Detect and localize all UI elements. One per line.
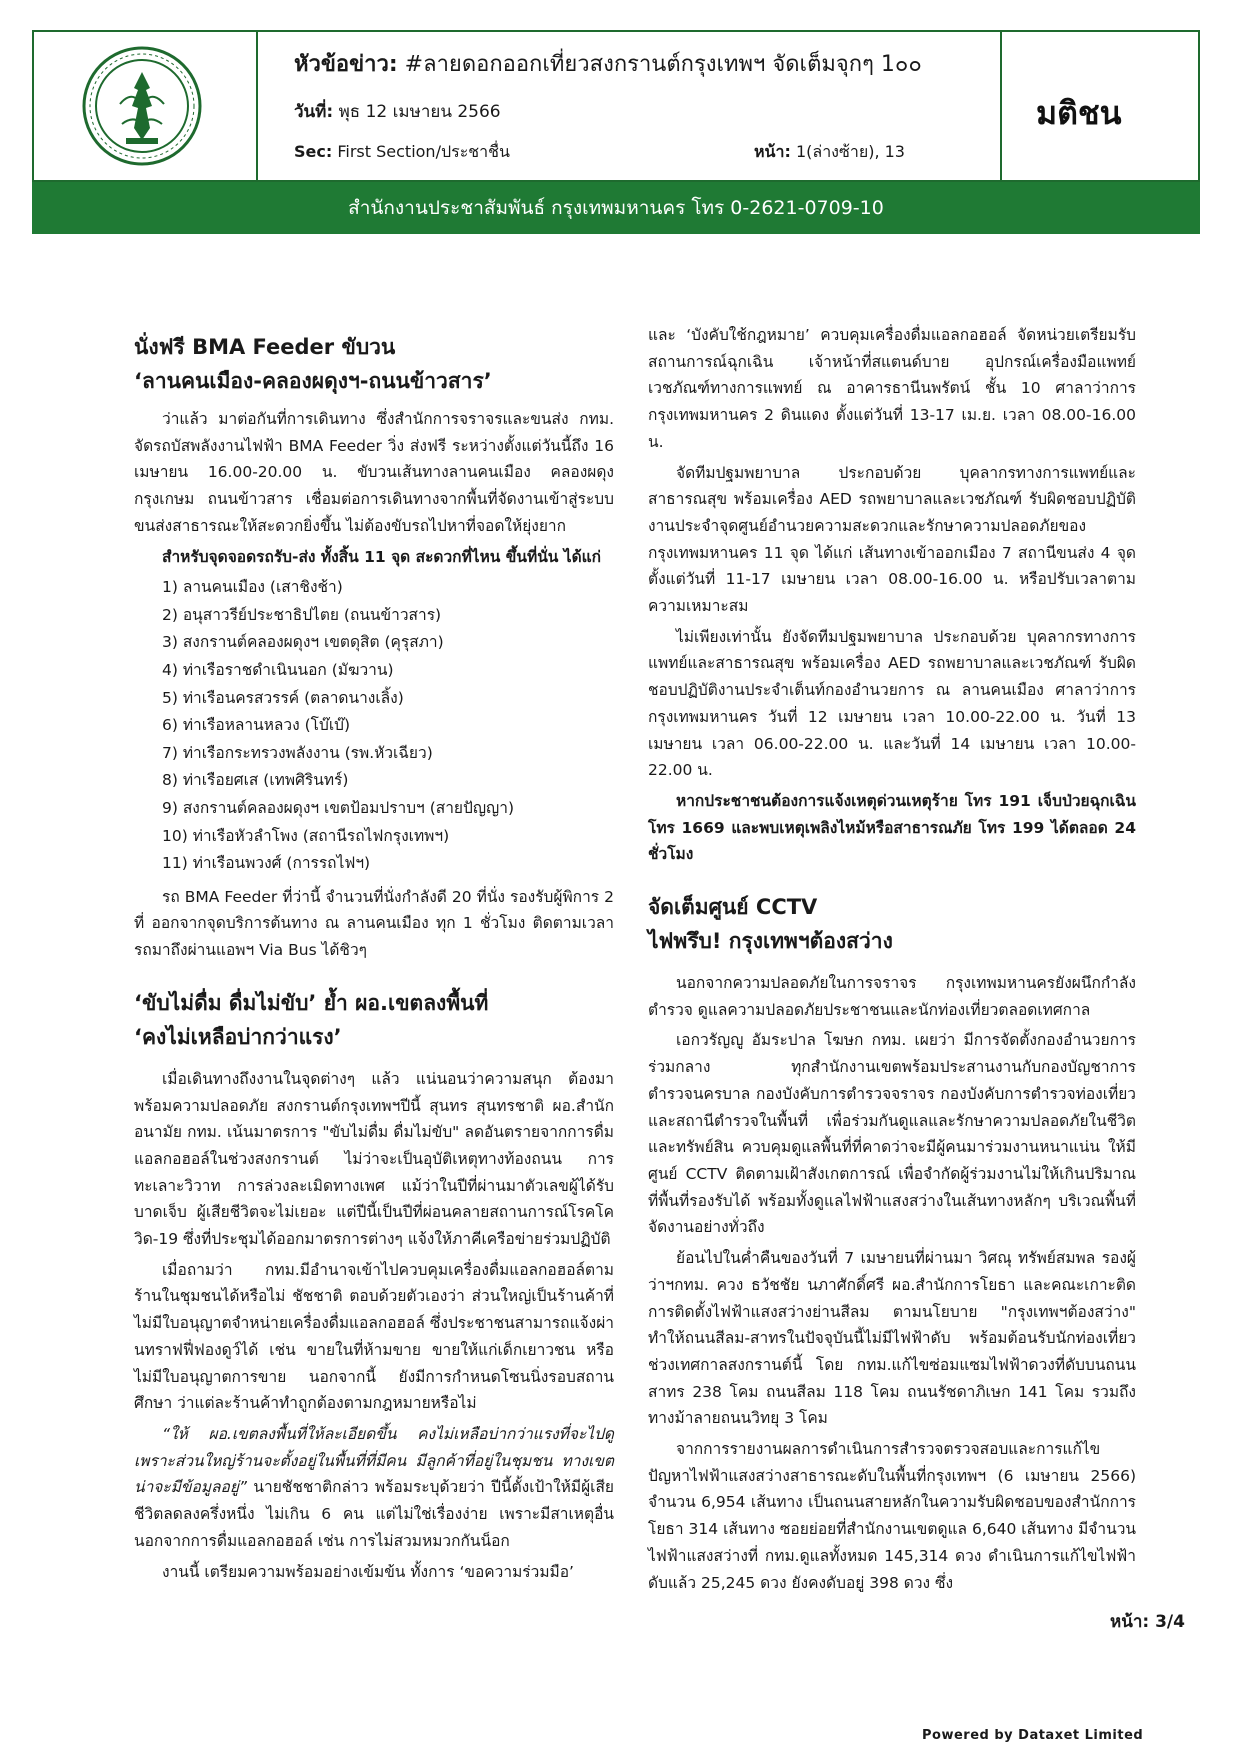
date-line — [294, 98, 501, 125]
paragraph: และ ‘บังคับใช้กฎหมาย’ ควบคุมเครื่องดื่มแอลกอฮอล์ จัดหน่วยเตรียมรับสถานการณ์ฉุกเฉิน เจ้าหน้าที่สแตนด์บาย อุปกรณ์เครื่องมือแพทย์ เวชภัณฑ์ทางการแพทย์ ณ อาคารธานีนพรัตน์ ชั้น 10 ศาลาว่าการกรุงเทพมหานคร 2 ดินแดง ตั้งแต่วันที่ 13-17 เม.ย. เวลา 08.00-16.00 น. — [648, 326, 1136, 451]
list-item: 7) ท่าเรือกระทรวงพลังงาน (รพ.หัวเฉียว) — [162, 743, 433, 762]
date-value: พุธ 12 เมษายน 2566 — [338, 102, 501, 122]
header-box — [32, 30, 1200, 182]
headline-label: หัวข้อข่าว: — [294, 52, 398, 77]
date-label: วันที่: — [294, 102, 334, 122]
headline-text: #ลายดอกออกเที่ยวสงกรานต์กรุงเทพฯ จัดเต็มจุกๆ 1๐๐ — [404, 52, 922, 77]
header-info — [294, 46, 974, 176]
list-item: 2) อนุสาวรีย์ประชาธิปไตย (ถนนข้าวสาร) — [162, 605, 442, 624]
heading-cctv-line1: จัดเต็มศูนย์ CCTV — [648, 895, 818, 920]
paragraph: จัดทีมปฐมพยาบาล ประกอบด้วย บุคลากรทางการแพทย์และสาธารณสุข พร้อมเครื่อง AED รถพยาบาลและเวชภัณฑ์ รับผิดชอบปฏิบัติงานประจำจุดศูนย์อำนวยความสะดวกและรักษาความปลอดภัยของกรุงเทพมหานคร 11 จุด ได้แก่ เส้นทางเข้าออกเมือง 7 สถานีขนส่ง 4 จุด ตั้งแต่วันที่ 11-17 เมษายน เวลา 08.00-16.00 น. หรือปรับเวลาตามความเหมาะสม — [648, 463, 1136, 616]
list-item: 5) ท่าเรือนครสวรรค์ (ตลาดนางเลิ้ง) — [162, 688, 404, 707]
paragraph: งานนี้ เตรียมความพร้อมอย่างเข้มข้น ทั้งการ ‘ขอความร่วมมือ’ — [162, 1562, 574, 1581]
section-label: Sec: — [294, 142, 333, 161]
list-item: 1) ลานคนเมือง (เสาชิงช้า) — [162, 578, 343, 597]
headline — [294, 46, 984, 81]
paragraph-bold: หากประชาชนต้องการแจ้งเหตุด่วนเหตุร้าย โทร 191 เจ็บป่วยฉุกเฉิน โทร 1669 และพบเหตุเพลิงไหม้หรือสาธารณภัย โทร 199 ได้ตลอด 24 ชั่วโมง — [648, 791, 1136, 864]
paragraph: รถ BMA Feeder ที่ว่านี้ จำนวนที่นั่งกำลังดี 20 ที่นั่ง รองรับผู้พิการ 2 ที่ ออกจากจุดบริการต้นทาง ณ ลานคนเมือง ทุก 1 ชั่วโมง ติดตามเวลารถมาถึงผ่านแอพฯ Via Bus ได้ชิวๆ — [134, 887, 614, 960]
list-item: 6) ท่าเรือหลานหลวง (โบ๊เบ๊) — [162, 716, 351, 735]
heading-drink-drive-line2: ‘คงไม่เหลือบ่ากว่าแรง’ — [134, 1024, 342, 1049]
paragraph: ย้อนไปในค่ำคืนของวันที่ 7 เมษายนที่ผ่านมา วิศณุ ทรัพย์สมพล รองผู้ว่าฯกทม. ควง ธวัชชัย นภาศักดิ์ศรี ผอ.สำนักการโยธา และคณะเกาะติดการติดตั้งไฟฟ้าแสงสว่างย่านสีลม ตามนโยบาย "กรุงเทพฯต้องสว่าง" ทำให้ถนนสีลม-สาทรในปัจจุบันนี้ไม่มีไฟฟ้าดับ พร้อมต้อนรับนักท่องเที่ยวช่วงเทศกาลสงกรานต์นี้ โดย กทม.แก้ไขซ่อมแซมไฟฟ้าดวงที่ดับบนถนนสาทร 238 โคม ถนนสีลม 118 โคม ถนนรัชดาภิเษก 141 โคม รวมถึงทางม้าลายถนนวิทยุ 3 โคม — [648, 1249, 1136, 1428]
left-column — [134, 330, 614, 1589]
heading-feeder-line1: นั่งฟรี BMA Feeder ขับวน — [134, 335, 396, 359]
paragraph-quote — [134, 1421, 614, 1555]
page-line — [754, 140, 905, 165]
newspaper-brand: มติชน — [1036, 94, 1122, 132]
bma-seal-logo — [80, 44, 204, 168]
quote-text: “ให้ ผอ.เขตลงพื้นที่ให้ละเอียดขึ้น คงไม่เหลือบ่ากว่าแรงที่จะไปดู เพราะส่วนใหญ่ร้านจะตั้งอยู่ในพื้นที่ที่มีคน มีลูกค้าที่อยู่ในชุมชน ทางเขตน่าจะมีข้อมูลอยู่” — [134, 1425, 614, 1497]
paragraph: จากการรายงานผลการดำเนินการสำรวจตรวจสอบและการแก้ไขปัญหาไฟฟ้าแสงสว่างสาธารณะดับในพื้นที่กรุงเทพฯ (6 เมษายน 2566) จำนวน 6,954 เส้นทาง เป็นถนนสายหลักในความรับผิดชอบของสำนักการโยธา 314 เส้นทาง ซอยย่อยที่สำนักงานเขตดูแล 6,640 เส้นทาง มีจำนวนไฟฟ้าแสงสว่างที่ กทม.ดูแลทั้งหมด 145,314 ดวง ดำเนินการแก้ไขไฟฟ้าดับแล้ว 25,245 ดวง ยังคงดับอยู่ 398 ดวง ซึ่ง — [648, 1440, 1136, 1592]
list-item: 9) สงกรานต์คลองผดุงฯ เขตป้อมปราบฯ (สายปัญญา) — [162, 798, 514, 817]
paragraph: เอกวรัญญู อัมระปาล โฆษก กทม. เผยว่า มีการจัดตั้งกองอำนวยการร่วมกลาง ทุกสำนักงานเขตพร้อมประสานงานกับกองบัญชาการตำรวจนครบาล กองบังคับการตำรวจจราจร กองบังคับการตำรวจท่องเที่ยว และสถานีตำรวจในพื้นที่ เพื่อร่วมกันดูแลและรักษาความปลอดภัยในชีวิตและทรัพย์สิน ควบคุมดูแลพื้นที่ที่คาดว่าจะมีผู้คนมาร่วมงานหนาแน่น ให้มีศูนย์ CCTV ติดตามเฝ้าสังเกตการณ์ เพื่อจำกัดผู้ร่วมงานไม่ให้เกินปริมาณที่พื้นที่รองรับได้ พร้อมทั้งดูแลไฟฟ้าแสงสว่างในเส้นทางหลักๆ บริเวณพื้นที่จัดงานอย่างทั่วถึง — [648, 1031, 1136, 1237]
seal-cell — [34, 32, 258, 180]
paragraph: เมื่อเดินทางถึงงานในจุดต่างๆ แล้ว แน่นอนว่าความสนุก ต้องมาพร้อมความปลอดภัย สงกรานต์กรุงเทพฯปีนี้ สุนทร สุนทรชาติ ผอ.สำนักอนามัย กทม. เน้นมาตรการ "ขับไม่ดื่ม ดื่มไม่ขับ" ลดอันตรายจากการดื่มแอลกอฮอล์ในช่วงสงกรานต์ ไม่ว่าจะเป็นอุบัติเหตุทางท้องถนน การทะเลาะวิวาท การล่วงละเมิดทางเพศ แม้ว่าในปีที่ผ่านมาตัวเลขผู้ได้รับบาดเจ็บ ผู้เสียชีวิตจะไม่เยอะ แต่ปีนี้เป็นปีที่ผ่อนคลายสถานการณ์โรคโควิด-19 ซึ่งที่ประชุมได้ออกมาตรการต่างๆ แจ้งให้ภาคีเครือข่ายร่วมปฏิบัติ — [134, 1069, 614, 1249]
page-number: หน้า: 3/4 — [1110, 1612, 1185, 1632]
quote-attribution: นายชัชชาติกล่าว พร้อมระบุด้วยว่า ปีนี้ตั้งเป้าให้มีผู้เสียชีวิตลดลงครึ่งหนึ่ง ไม่เกิน 6 คน แต่ไม่ใช่เรื่องง่าย เพราะมีสาเหตุอื่นนอกจากการดื่มแอลกอฮอล์ เช่น การไม่สวมหมวกกันน็อก — [134, 1478, 614, 1550]
page-label: หน้า: — [754, 142, 791, 161]
heading-drink-drive-line1: ‘ขับไม่ดื่ม ดื่มไม่ขับ’ ย้ำ ผอ.เขตลงพื้นที่ — [134, 990, 489, 1015]
brand-cell — [1000, 32, 1198, 180]
list-item: 3) สงกรานต์คลองผดุงฯ เขตดุสิต (คุรุสภา) — [162, 633, 444, 652]
heading-cctv-line2: ไฟพรึบ! กรุงเทพฯต้องสว่าง — [648, 929, 893, 954]
paragraph: ไม่เพียงเท่านั้น ยังจัดทีมปฐมพยาบาล ประกอบด้วย บุคลากรทางการแพทย์และสาธารณสุข พร้อมเครื่อง AED รถพยาบาลและเวชภัณฑ์ รับผิดชอบปฏิบัติงานประจำเต็นท์กองอำนวยการ ณ ลานคนเมือง ศาลาว่าการกรุงเทพมหานคร วันที่ 12 เมษายน เวลา 10.00-22.00 น. วันที่ 13 เมษายน เวลา 06.00-22.00 น. และวันที่ 14 เมษายน เวลา 10.00-22.00 น. — [648, 627, 1136, 780]
list-item: 11) ท่าเรือนพวงศ์ (การรถไฟฯ) — [162, 854, 371, 873]
list-item: 10) ท่าเรือหัวลำโพง (สถานีรถไฟกรุงเทพฯ) — [162, 826, 450, 845]
list-item: 4) ท่าเรือราชดำเนินนอก (มัฆวาน) — [162, 661, 394, 679]
right-column — [648, 322, 1136, 1600]
heading-cctv — [648, 890, 1136, 958]
stop-list — [134, 574, 614, 878]
page-value: 1(ล่างซ้าย), 13 — [795, 142, 905, 161]
heading-drink-drive — [134, 986, 614, 1054]
heading-feeder — [134, 330, 614, 398]
paragraph-bold: สำหรับจุดจอดรถรับ-ส่ง ทั้งสิ้น 11 จุด สะดวกที่ไหน ขึ้นที่นั่น ได้แก่ — [162, 547, 602, 566]
section-value: First Section/ประชาชื่น — [337, 142, 510, 161]
powered-by: Powered by Dataxet Limited — [922, 1728, 1144, 1743]
list-item: 8) ท่าเรือยศเส (เทพศิรินทร์) — [162, 771, 349, 790]
paragraph: เมื่อถามว่า กทม.มีอำนาจเข้าไปควบคุมเครื่องดื่มแอลกอฮอล์ตามร้านในชุมชนได้หรือไม่ ชัชชาติ ตอบด้วยตัวเองว่า ส่วนใหญ่เป็นร้านค้าที่ไม่มีใบอนุญาตจำหน่ายเครื่องดื่มแอลกอฮอล์ ซึ่งประชาชนสามารถแจ้งผ่านทราฟฟี่ฟองดูว์ได้ เช่น ขายในที่ห้ามขาย ขายให้แก่เด็กเยาวชน หรือไม่มีใบอนุญาตการขาย นอกจากนี้ ยังมีการกำหนดโซนนิ่งรอบสถานศึกษา ว่าแต่ละร้านค้าทำถูกต้องตามกฎหมายหรือไม่ — [134, 1260, 614, 1413]
paragraph: ว่าแล้ว มาต่อกันที่การเดินทาง ซึ่งสำนักการจราจรและขนส่ง กทม. จัดรถบัสพลังงานไฟฟ้า BMA Feeder วิ่ง ส่งฟรี ระหว่างตั้งแต่วันนี้ถึง 16 เมษายน 16.00-20.00 น. ขับวนเส้นทางลานคนเมือง คลองผดุงกรุงเกษม ถนนข้าวสาร เชื่อมต่อการเดินทางจากพื้นที่จัดงานเข้าสู่ระบบขนส่งสาธารณะให้สะดวกยิ่งขึ้น ไม่ต้องขับรถไปหาที่จอดให้ยุ่งยาก — [134, 410, 614, 535]
paragraph: นอกจากความปลอดภัยในการจราจร กรุงเทพมหานครยังผนึกกำลังตำรวจ ดูแลความปลอดภัยประชาชนและนักท่องเที่ยวตลอดเทศกาล — [648, 974, 1136, 1019]
section-line — [294, 140, 510, 165]
heading-feeder-line2: ‘ลานคนเมือง-คลองผดุงฯ-ถนนข้าวสาร’ — [134, 369, 492, 393]
pr-contact-band: สำนักงานประชาสัมพันธ์ กรุงเทพมหานคร โทร 0-2621-0709-10 — [32, 182, 1200, 234]
